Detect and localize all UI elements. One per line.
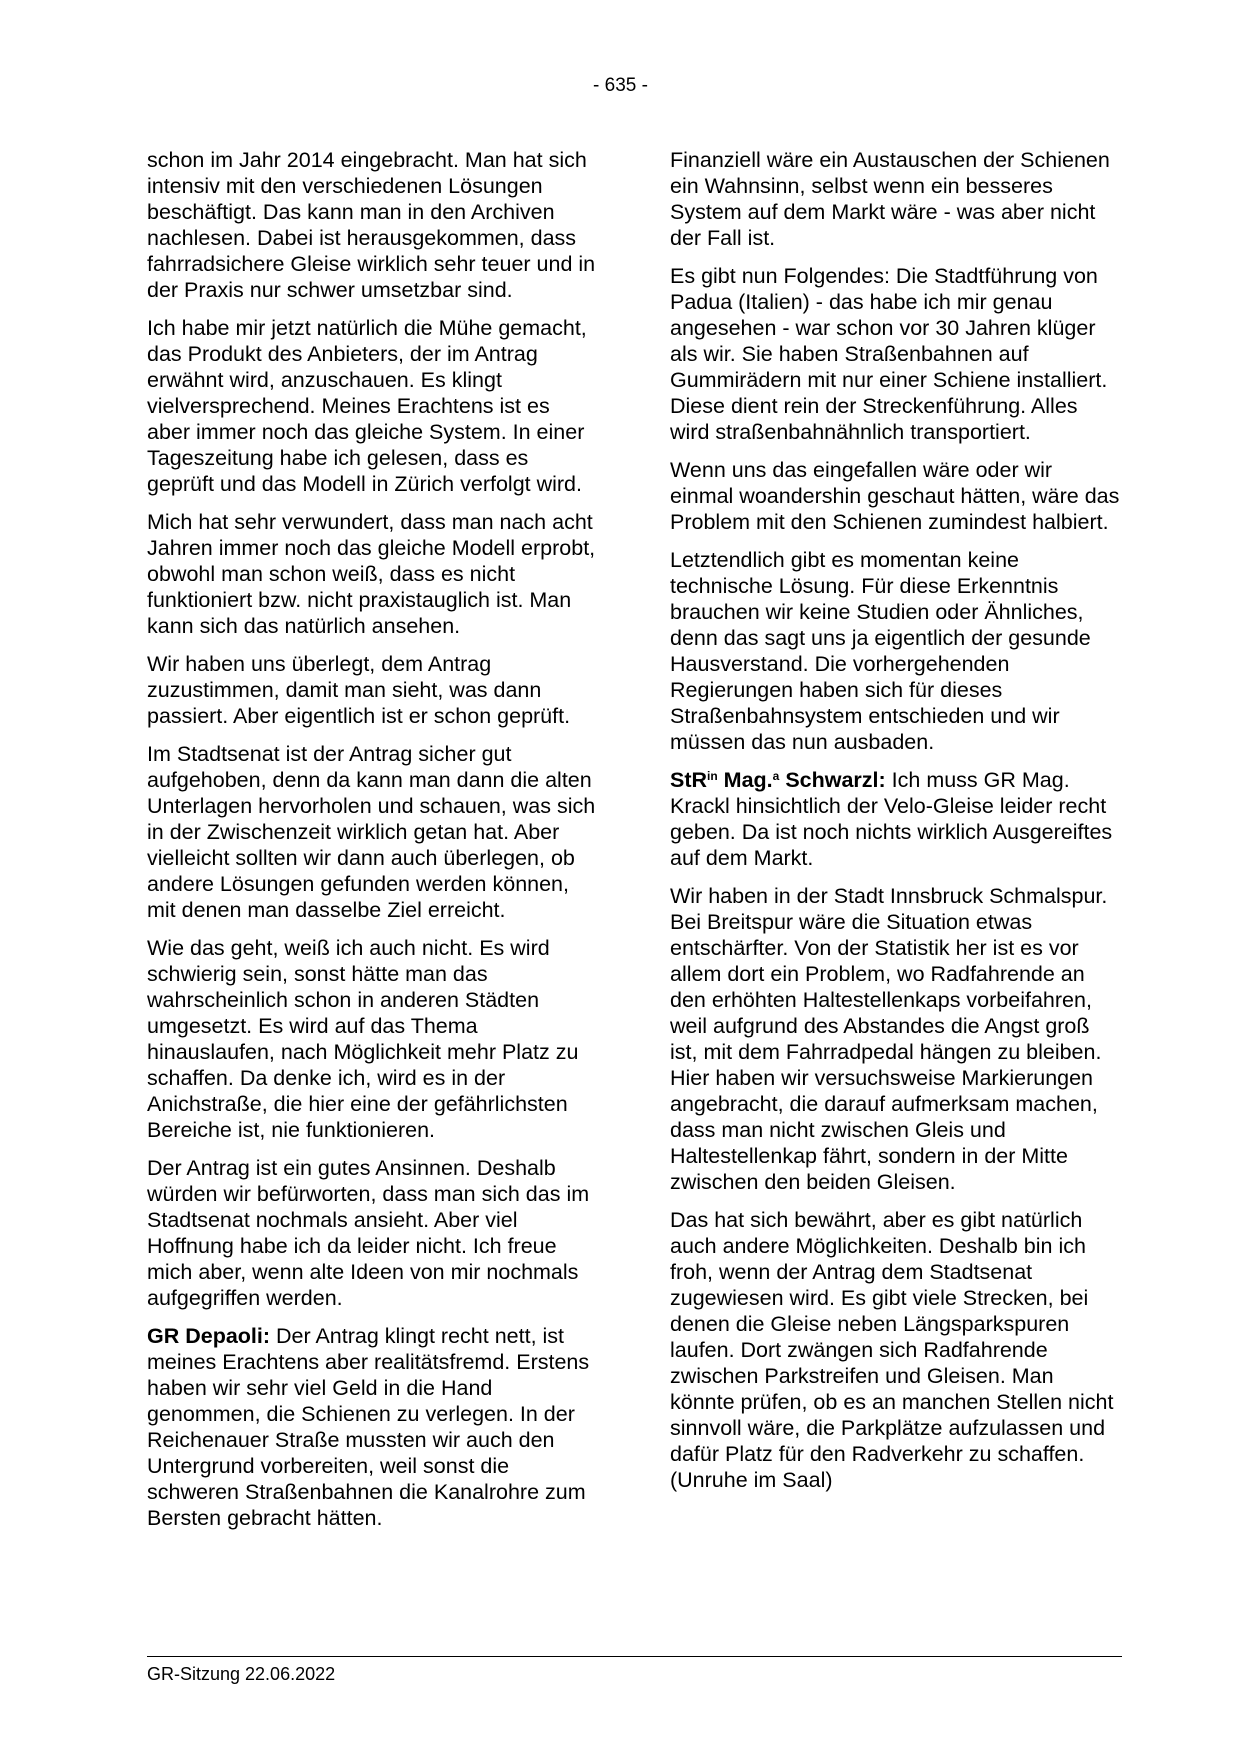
paragraph: Der Antrag ist ein gutes Ansinnen. Deshalb würden wir befürworten, dass man sich das im Stadtsenat nochmals ansieht. Aber viel Hoffnung habe ich da leider nicht. Ich freue mich aber, wenn alte Ideen von mir nochmals aufgegriffen werden. bbox=[147, 1156, 590, 1310]
right-column bbox=[670, 147, 1120, 1505]
paragraph: Ich habe mir jetzt natürlich die Mühe gemacht, das Produkt des Anbieters, der im Antrag erwähnt wird, anzuschauen. Es klingt vielversprechend. Meines Erachtens ist es aber immer noch das gleiche System. In einer Tageszeitung habe ich gelesen, dass es geprüft und das Modell in Zürich verfolgt wird. bbox=[147, 316, 587, 496]
page-number: - 635 - bbox=[593, 75, 648, 96]
paragraph: Es gibt nun Folgendes: Die Stadtführung von Padua (Italien) - das habe ich mir genau angesehen - war schon vor 30 Jahren klüger als wir. Sie haben Straßenbahnen auf Gummirädern mit nur einer Schiene installiert. Diese dient rein der Streckenführung. Alles wird straßenbahnähnlich transportiert. bbox=[670, 264, 1108, 444]
paragraph: Im Stadtsenat ist der Antrag sicher gut aufgehoben, denn da kann man dann die alten Unterlagen hervorholen und schauen, was sich in der Zwischenzeit wirklich getan hat. Aber vielleicht sollten wir dann auch überlegen, ob andere Lösungen gefunden werden können, mit denen man dasselbe Ziel erreicht. bbox=[147, 742, 596, 922]
speaker-degree: Mag. bbox=[717, 768, 773, 792]
paragraph: Letztendlich gibt es momentan keine technische Lösung. Für diese Erkenntnis brauchen wir keine Studien oder Ähnliches, denn das sagt uns ja eigentlich der gesunde Hausverstand. Die vorhergehenden Regierungen haben sich für dieses Straßenbahnsystem entschieden und wir müssen das nun ausbaden. bbox=[670, 548, 1091, 754]
speaker-title-superscript: in bbox=[707, 769, 718, 783]
paragraph: Finanziell wäre ein Austauschen der Schienen ein Wahnsinn, selbst wenn ein besseres System auf dem Markt wäre - was aber nicht der Fall ist. bbox=[670, 148, 1110, 250]
paragraph: Mich hat sehr verwundert, dass man nach acht Jahren immer noch das gleiche Modell erprobt, obwohl man schon weiß, dass es nicht funktioniert bzw. nicht praxistauglich ist. Man kann sich das natürlich ansehen. bbox=[147, 510, 596, 638]
footer-divider bbox=[147, 1656, 1122, 1657]
speaker-paragraph bbox=[147, 1323, 597, 1531]
speech-text: Der Antrag klingt recht nett, ist meines Erachtens aber realitätsfremd. Erstens haben wir sehr viel Geld in die Hand genommen, die Schienen zu verlegen. In der Reichenauer Straße mussten wir auch den Untergrund vorbereiten, weil sonst die schweren Straßenbahnen die Kanalrohre zum Bersten gebracht hätten. bbox=[147, 1324, 590, 1530]
paragraph: schon im Jahr 2014 eingebracht. Man hat sich intensiv mit den verschiedenen Lösungen beschäftigt. Das kann man in den Archiven nachlesen. Dabei ist herausgekommen, dass fahrradsichere Gleise wirklich sehr teuer und in der Praxis nur schwer umsetzbar sind. bbox=[147, 148, 596, 302]
speaker-title: StR bbox=[670, 768, 708, 792]
paragraph: Das hat sich bewährt, aber es gibt natürlich auch andere Möglichkeiten. Deshalb bin ich froh, wenn der Antrag dem Stadtsenat zugewiesen wird. Es gibt viele Strecken, bei denen die Gleise neben Längsparkspuren laufen. Dort zwängen sich Radfahrende zwischen Parkstreifen und Gleisen. Man könnte prüfen, ob es an manchen Stellen nicht sinnvoll wäre, die Parkplätze aufzulassen und dafür Platz für den Radverkehr zu schaffen. (Unruhe im Saal) bbox=[670, 1208, 1114, 1492]
speaker-degree-superscript: a bbox=[772, 769, 780, 783]
left-column bbox=[147, 147, 597, 1543]
speaker-name: GR Depaoli: bbox=[147, 1324, 271, 1348]
paragraph: Wenn uns das eingefallen wäre oder wir einmal woandershin geschaut hätten, wäre das Problem mit den Schienen zumindest halbiert. bbox=[670, 458, 1120, 534]
speaker-surname: Schwarzl: bbox=[779, 768, 886, 792]
paragraph: Wir haben in der Stadt Innsbruck Schmalspur. Bei Breitspur wäre die Situation etwas entschärfter. Von der Statistik her ist es vor allem dort ein Problem, wo Radfahrende an den erhöhten Haltestellenkaps vorbeifahren, weil aufgrund des Abstandes die Angst groß ist, mit dem Fahrradpedal hängen zu bleiben. Hier haben wir versuchsweise Markierungen angebracht, die darauf aufmerksam machen, dass man nicht zwischen Gleis und Haltestellenkap fährt, sondern in der Mitte zwischen den beiden Gleisen. bbox=[670, 884, 1108, 1194]
speaker-paragraph bbox=[670, 767, 1120, 871]
paragraph: Wir haben uns überlegt, dem Antrag zuzustimmen, damit man sieht, was dann passiert. Aber eigentlich ist er schon geprüft. bbox=[147, 652, 571, 728]
footer-session-date: GR-Sitzung 22.06.2022 bbox=[147, 1664, 336, 1684]
paragraph: Wie das geht, weiß ich auch nicht. Es wird schwierig sein, sonst hätte man das wahrscheinlich schon in anderen Städten umgesetzt. Es wird auf das Thema hinauslaufen, nach Möglichkeit mehr Platz zu schaffen. Da denke ich, wird es in der Anichstraße, die hier eine der gefährlichsten Bereiche ist, nie funktionieren. bbox=[147, 936, 579, 1142]
speaker-name bbox=[670, 768, 886, 792]
speech-text: Ich muss GR Mag. Krackl hinsichtlich der Velo-Gleise leider recht geben. Da ist noch nichts wirklich Ausgereiftes auf dem Markt. bbox=[670, 768, 1113, 870]
